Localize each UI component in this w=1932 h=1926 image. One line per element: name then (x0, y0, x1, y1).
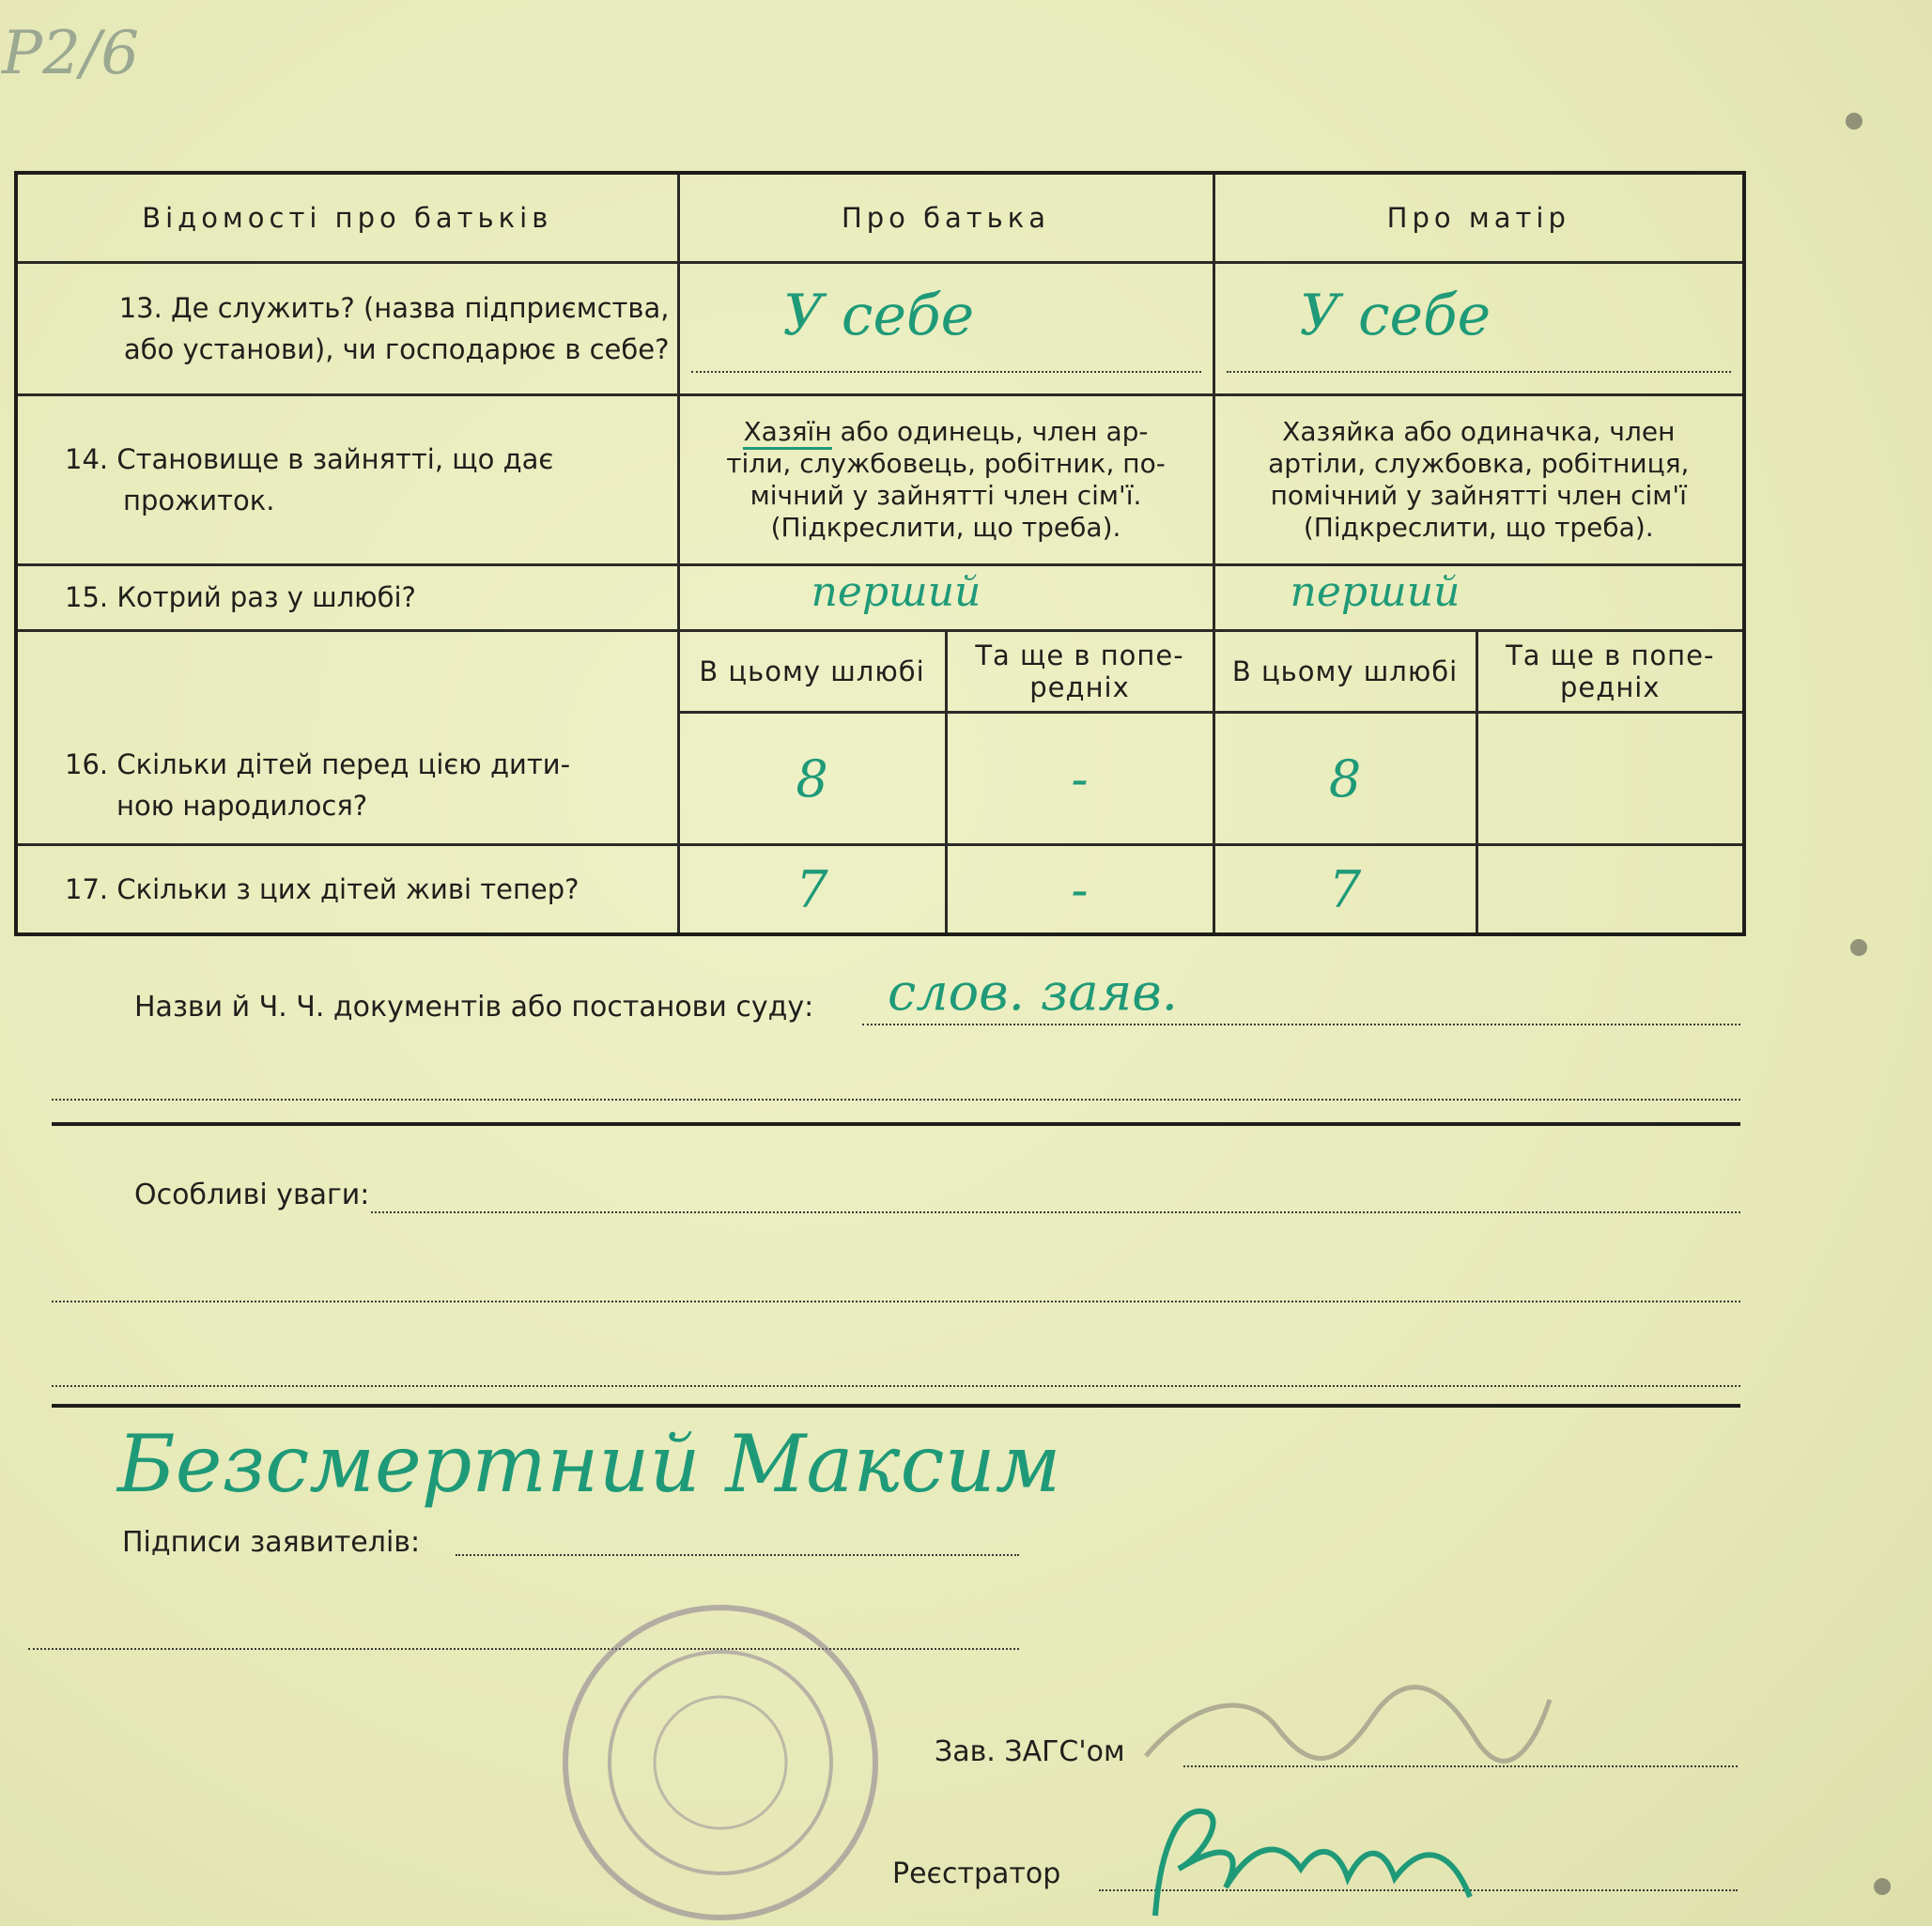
applicant-signatures: Безсмертний Максим (117, 1418, 1061, 1510)
q15-father-value: перший (811, 567, 981, 616)
q15-mother-value: перший (1290, 567, 1461, 616)
q15-father-cell (678, 564, 1213, 630)
q17-father-prev-cell (946, 845, 1213, 935)
signatures-label: Підписи заявителів: (122, 1526, 421, 1559)
q13-mother-cell (1213, 262, 1744, 394)
documents-label: Назви й Ч. Ч. документів або постанови суду: (134, 991, 814, 1024)
q14-father-underlined: Хазяїн (743, 416, 831, 450)
subheader-father-this-marriage: В цьому шлюбі (678, 630, 946, 712)
punch-hole (1850, 939, 1867, 956)
header-mother: Про матір (1213, 173, 1744, 262)
signatures-line-1 (456, 1554, 1019, 1556)
q14-label-line2: прожиток. (123, 484, 275, 516)
q16-label (16, 630, 678, 844)
q17-father-prev: - (1071, 859, 1089, 919)
q13-mother-line (1227, 371, 1732, 373)
q17-father-this-cell (678, 845, 946, 935)
subheader-mother-this-marriage: В цьому шлюбі (1213, 630, 1476, 712)
q16-label-line1: 16. Скільки дітей перед цією дити- (65, 748, 571, 780)
q17-mother-this: 7 (1328, 859, 1362, 919)
q15-mother-cell (1213, 564, 1744, 630)
q13-father-value: У себе (782, 282, 975, 348)
q17-mother-this-cell (1213, 845, 1476, 935)
documents-value: слов. заяв. (888, 963, 1178, 1022)
subheader-father-previous: Та ще в попе-редніх (946, 630, 1213, 712)
q14-father-line4: (Підкреслити, що треба). (770, 511, 1121, 543)
q14-label-line1: 14. Становище в зайнятті, що дає (65, 442, 554, 475)
notes-line-2 (52, 1301, 1740, 1302)
q13-label (16, 262, 678, 394)
notes-label: Особливі уваги: (134, 1179, 370, 1211)
q13-father-line (691, 371, 1201, 373)
row-q13 (16, 262, 1744, 394)
documents-line-1 (862, 1024, 1740, 1025)
q17-father-this: 7 (796, 859, 828, 919)
punch-hole (1874, 1878, 1891, 1895)
header-father: Про батька (678, 173, 1213, 262)
punch-hole (1846, 113, 1862, 130)
q14-mother-line3: помічний у зайнятті член сім'ї (1270, 479, 1687, 511)
q14-father-line1: або одинець, член ар- (831, 415, 1149, 447)
documents-rule (52, 1122, 1740, 1126)
row-q15 (16, 564, 1744, 630)
q14-father-line2: тіли, службовець, робітник, по- (726, 447, 1166, 479)
q14-mother-line1: Хазяйка або одиначка, член (1282, 415, 1676, 447)
q16-mother-prev-cell (1476, 713, 1744, 845)
q13-father-cell (678, 262, 1213, 394)
q13-label-line2: або установи), чи господарює в себе? (123, 332, 670, 365)
q14-father-line3: мічний у зайнятті член сім'ї. (750, 479, 1142, 511)
q14-mother-options (1213, 394, 1744, 564)
q16-father-prev-cell (946, 713, 1213, 845)
page-mark: Р2/6 (2, 19, 140, 88)
header-parents-info: Відомості про батьків (16, 173, 678, 262)
q16-father-this: 8 (796, 748, 828, 809)
q16-label-line2: ною народилося? (116, 790, 368, 822)
q15-label: 15. Котрий раз у шлюбі? (16, 564, 678, 630)
notes-rule (52, 1404, 1740, 1408)
q14-mother-line4: (Підкреслити, що треба). (1303, 511, 1654, 543)
registrar-signature (1141, 1784, 1489, 1925)
q13-mother-value: У себе (1299, 282, 1492, 348)
documents-line-2 (52, 1099, 1740, 1101)
row-q17 (16, 845, 1744, 935)
table-header-row (16, 173, 1744, 262)
q17-mother-prev-cell (1476, 845, 1744, 935)
q16-mother-this-cell (1213, 713, 1476, 845)
head-signature (1136, 1672, 1559, 1794)
registrar-label: Реєстратор (892, 1857, 1061, 1890)
q14-father-options (678, 394, 1213, 564)
q16-father-this-cell (678, 713, 946, 845)
q16-father-prev: - (1071, 748, 1089, 809)
q16-mother-this: 8 (1328, 748, 1362, 809)
q17-label: 17. Скільки з цих дітей живі тепер? (16, 845, 678, 935)
row-q14 (16, 394, 1744, 564)
notes-line-3 (52, 1385, 1740, 1387)
q14-mother-line2: артіли, службовка, робітниця, (1268, 447, 1690, 479)
subheader-mother-previous: Та ще в попе-редніх (1476, 630, 1744, 712)
q13-label-line1: 13. Де служить? (назва підприємства, (118, 291, 670, 324)
row-children-subheader (16, 630, 1744, 712)
registry-head-label: Зав. ЗАГС'ом (935, 1735, 1125, 1768)
official-seal (559, 1601, 883, 1925)
parents-info-table (14, 171, 1746, 936)
notes-line-1 (371, 1211, 1740, 1213)
q14-label (16, 394, 678, 564)
